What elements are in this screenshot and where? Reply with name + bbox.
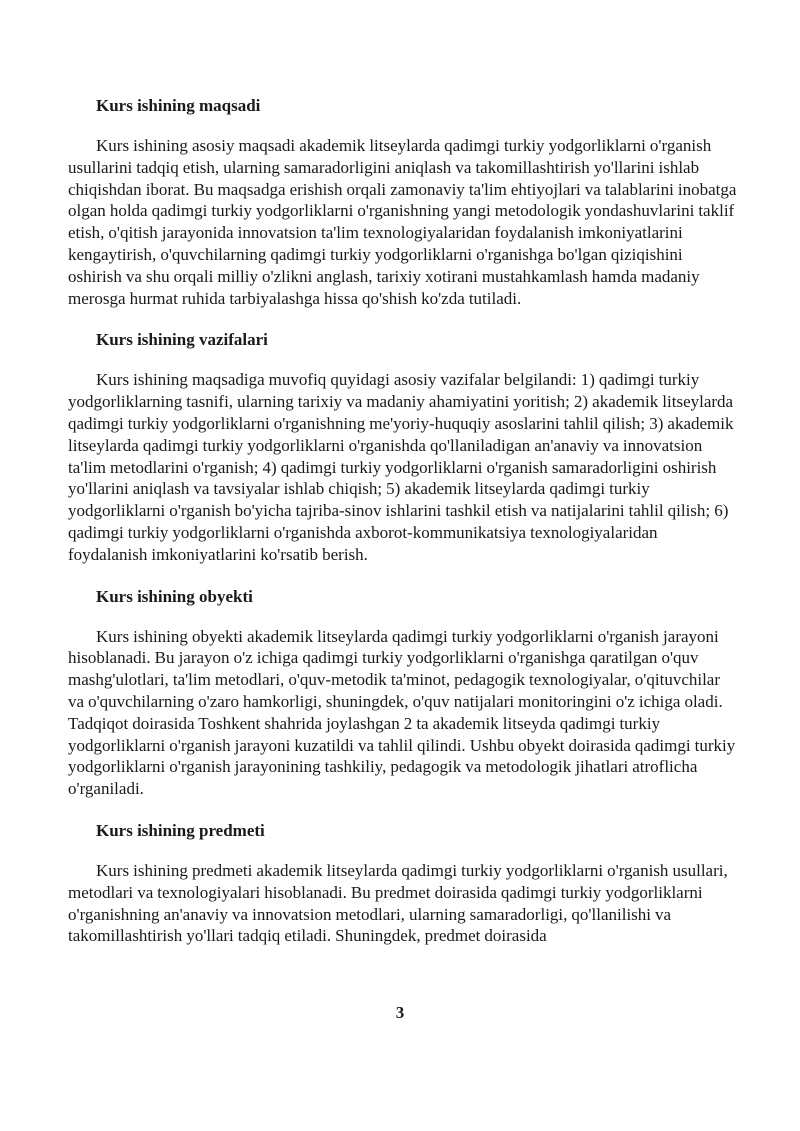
section-heading-maqsadi: Kurs ishining maqsadi bbox=[96, 96, 261, 115]
section-text-vazifalari: Kurs ishining maqsadiga muvofiq quyidagi asosiy vazifalar belgilandi: 1) qadimgi turkiy yodgorliklarning tasnifi, ularning tarixiy va madaniy ahamiyatini yoritish; 2) akademik litseylarda qadimgi turkiy yodgorliklarni o'rganishning me'yoriy-huquqiy asoslarini tahlil qilish; 3) akademik litseylarda qadimgi turkiy yodgorliklarni o'rganishda qo'llaniladigan an'anaviy va innovatsion ta'lim metodlarini o'rganish; 4) qadimgi turkiy yodgorliklarni o'rganish samaradorligini oshirish yo'llarini aniqlash va tavsiyalar ishlab chiqish; 5) akademik litseylarda qadimgi turkiy yodgorliklarni o'rganish bo'yicha tajriba-sinov ishlarini tashkil etish va natijalarini tahlil qilish; 6) qadimgi turkiy yodgorliklarni o'rganishda axborot-kommunikatsiya texnologiyalaridan foydalanish imkoniyatlarini ko'rsatib berish. bbox=[68, 370, 734, 564]
section-heading-vazifalari: Kurs ishining vazifalari bbox=[96, 330, 268, 350]
section-text-predmeti: Kurs ishining predmeti akademik litseylarda qadimgi turkiy yodgorliklarni o'rganish usullari, metodlari va texnologiyalari hisoblanadi. Bu predmet doirasida qadimgi turkiy yodgorliklarni o'rganishning an'anaviy va innovatsion metodlari, ularning samaradorligi, qo'llanilishi va takomillashtirish yo'llari tadqiq etiladi. Shuningdek, predmet doirasida bbox=[68, 860, 728, 946]
section-text-maqsadi: Kurs ishining asosiy maqsadi akademik litseylarda qadimgi turkiy yodgorliklarni o'rganish usullarini tadqiq etish, ularning samaradorligini aniqlash va takomillashtirish yo'llarini ishlab chiqishdan iborat. Bu maqsadga erishish orqali zamonaviy ta'lim ehtiyojlari va talablarini inobatga olgan holda qadimgi turkiy yodgorliklarni o'rganishning yangi metodologik yondashuvlarini taklif etish, o'qitish jarayonida innovatsion ta'lim texnologiyalaridan foydalanish imkoniyatlarini kengaytirish, o'quvchilarning qadimgi turkiy yodgorliklarni o'rganishga bo'lgan qiziqishini oshirish va shu orqali milliy o'zlikni anglash, tarixiy xotirani mustahkamlash hamda madaniy merosga hurmat ruhida tarbiyalashga hissa qo'shish ko'zda tutiladi. bbox=[68, 136, 737, 308]
section-heading-obyekti: Kurs ishining obyekti bbox=[96, 586, 253, 606]
section-heading-predmeti: Kurs ishining predmeti bbox=[96, 820, 265, 840]
page-number: 3 bbox=[395, 1003, 405, 1022]
section-text-obyekti: Kurs ishining obyekti akademik litseylarda qadimgi turkiy yodgorliklarni o'rganish jarayoni hisoblanadi. Bu jarayon o'z ichiga qadimgi turkiy yodgorliklarni o'rganishga qaratilgan o'quv mashg'ulotlari, ta'lim metodlari, o'quv-metodik ta'minot, pedagogik texnologiyalar, o'qituvchilar va o'quvchilarning o'zaro hamkorligi, shuningdek, o'quv natijalari monitoringini o'z ichiga oladi. Tadqiqot doirasida Toshkent shahrida joylashgan 2 ta akademik litseyda qadimgi turkiy yodgorliklarni o'rganish jarayoni kuzatildi va tahlil qilindi. Ushbu obyekt doirasida qadimgi turkiy yodgorliklarni o'rganish jarayonining tashkiliy, pedagogik va metodologik jihatlari atroflicha o'rganiladi. bbox=[68, 626, 736, 799]
page-content bbox=[68, 95, 740, 967]
